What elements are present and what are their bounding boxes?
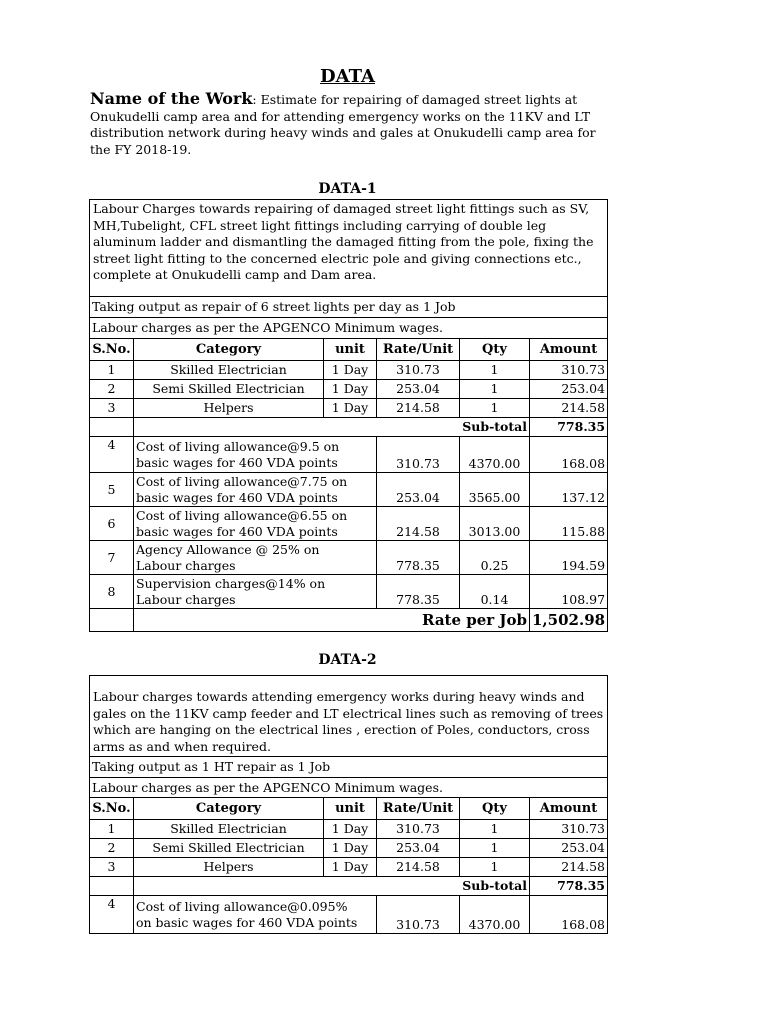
cell-description <box>134 541 377 575</box>
cell-description <box>134 896 377 934</box>
cell-sno: 2 <box>90 380 134 399</box>
cell-sno: 4 <box>90 896 134 934</box>
cell-amount: 108.97 <box>530 575 608 609</box>
col-category: Category <box>134 339 324 361</box>
cell-unit: 1 Day <box>324 380 377 399</box>
cell-amount: 194.59 <box>530 541 608 575</box>
cell-qty: 1 <box>460 380 530 399</box>
table-row <box>90 399 608 418</box>
cell-unit: 1 Day <box>324 361 377 380</box>
desc-line-2: basic wages for 460 VDA points <box>136 523 338 539</box>
cell-rate: 310.73 <box>377 361 460 380</box>
cell-rate: 310.73 <box>377 437 460 473</box>
data2-description: Labour charges towards attending emergency works during heavy winds and gales on the 11KV camp feeder and LT electrical lines such as removing of trees which are hanging on the electrical lines , erection of Poles, conductors, cross arms as and when required. <box>90 676 608 757</box>
cell-category: Skilled Electrician <box>134 820 324 839</box>
table-row <box>90 507 608 541</box>
col-qty: Qty <box>460 339 530 361</box>
desc-line-1: Cost of living allowance@6.55 on <box>136 507 348 523</box>
cell-category: Semi Skilled Electrician <box>134 839 324 858</box>
cell-amount: 168.08 <box>530 437 608 473</box>
col-rate: Rate/Unit <box>377 798 460 820</box>
col-rate: Rate/Unit <box>377 339 460 361</box>
col-unit: unit <box>324 339 377 361</box>
cell-description <box>134 473 377 507</box>
cell-rate: 253.04 <box>377 380 460 399</box>
cell-qty: 4370.00 <box>460 437 530 473</box>
table-row <box>90 839 608 858</box>
cell-sno: 6 <box>90 507 134 541</box>
cell-amount: 253.04 <box>530 380 608 399</box>
cell-qty: 1 <box>460 820 530 839</box>
col-qty: Qty <box>460 798 530 820</box>
cell-rate: 214.58 <box>377 507 460 541</box>
work-description <box>90 91 610 158</box>
cell-rate: 310.73 <box>377 896 460 934</box>
subtotal-row <box>90 877 608 896</box>
desc-line-1: Agency Allowance @ 25% on <box>136 541 320 557</box>
cell-sno: 2 <box>90 839 134 858</box>
col-sno: S.No. <box>90 339 134 361</box>
cell-rate: 778.35 <box>377 575 460 609</box>
desc-line-1: Cost of living allowance@9.5 on <box>136 438 340 454</box>
cell-sno: 7 <box>90 541 134 575</box>
data2-wage-note: Labour charges as per the APGENCO Minimum wages. <box>90 778 608 798</box>
cell-amount: 115.88 <box>530 507 608 541</box>
col-category: Category <box>134 798 324 820</box>
table-row <box>90 858 608 877</box>
desc-line-2: on basic wages for 460 VDA points <box>136 914 358 930</box>
cell-amount: 253.04 <box>530 839 608 858</box>
desc-line-2: basic wages for 460 VDA points <box>136 454 338 470</box>
cell-qty: 3013.00 <box>460 507 530 541</box>
table-row <box>90 380 608 399</box>
cell-qty: 1 <box>460 858 530 877</box>
cell-qty: 4370.00 <box>460 896 530 934</box>
blank-cell <box>90 418 134 437</box>
cell-category: Helpers <box>134 399 324 418</box>
cell-rate: 214.58 <box>377 858 460 877</box>
work-name-text: : Estimate for repairing of damaged street lights at Onukudelli camp area and for attending emergency works on the 11KV and LT distribution network during heavy winds and gales at Onukudelli camp area for the FY 2018-19. <box>90 92 596 157</box>
data1-wage-note: Labour charges as per the APGENCO Minimum wages. <box>90 318 608 339</box>
cell-sno: 4 <box>90 437 134 473</box>
cell-qty: 3565.00 <box>460 473 530 507</box>
data2-output-note: Taking output as 1 HT repair as 1 Job <box>90 757 608 778</box>
cell-unit: 1 Day <box>324 858 377 877</box>
data1-header-row <box>90 339 608 361</box>
cell-sno: 3 <box>90 858 134 877</box>
col-amount: Amount <box>530 339 608 361</box>
cell-qty: 0.14 <box>460 575 530 609</box>
cell-rate: 214.58 <box>377 399 460 418</box>
cell-sno: 1 <box>90 361 134 380</box>
cell-description <box>134 507 377 541</box>
cell-description <box>134 575 377 609</box>
cell-category: Helpers <box>134 858 324 877</box>
data1-output-note: Taking output as repair of 6 street lights per day as 1 Job <box>90 297 608 318</box>
table-row <box>90 437 608 473</box>
cell-qty: 1 <box>460 399 530 418</box>
table-row <box>90 575 608 609</box>
subtotal-row <box>90 418 608 437</box>
blank-cell <box>90 877 134 896</box>
table-row <box>90 361 608 380</box>
subtotal-value: 778.35 <box>530 877 608 896</box>
rate-per-job-label: Rate per Job <box>134 609 530 632</box>
cell-rate: 253.04 <box>377 473 460 507</box>
col-amount: Amount <box>530 798 608 820</box>
data1-heading: DATA-1 <box>318 181 377 197</box>
cell-sno: 3 <box>90 399 134 418</box>
col-unit: unit <box>324 798 377 820</box>
cell-sno: 5 <box>90 473 134 507</box>
rate-per-job-row <box>90 609 608 632</box>
subtotal-label: Sub-total <box>134 418 530 437</box>
cell-amount: 214.58 <box>530 399 608 418</box>
cell-amount: 310.73 <box>530 820 608 839</box>
rate-per-job-value: 1,502.98 <box>530 609 608 632</box>
data1-description: Labour Charges towards repairing of damaged street light fittings such as SV, MH,Tubelight, CFL street light fittings including carrying of double leg aluminum ladder and dismantling the damaged fitting from the pole, fixing the street light fitting to the concerned electric pole and giving connections etc., complete at Onukudelli camp and Dam area. <box>90 200 608 297</box>
cell-amount: 137.12 <box>530 473 608 507</box>
cell-rate: 310.73 <box>377 820 460 839</box>
desc-line-2: basic wages for 460 VDA points <box>136 489 338 505</box>
table-row <box>90 473 608 507</box>
desc-line-2: Labour charges <box>136 557 236 573</box>
cell-rate: 253.04 <box>377 839 460 858</box>
data2-header-row <box>90 798 608 820</box>
table-row <box>90 820 608 839</box>
cell-sno: 8 <box>90 575 134 609</box>
table-row <box>90 896 608 934</box>
cell-rate: 778.35 <box>377 541 460 575</box>
cell-unit: 1 Day <box>324 399 377 418</box>
cell-qty: 1 <box>460 361 530 380</box>
cell-sno: 1 <box>90 820 134 839</box>
desc-line-1: Cost of living allowance@7.75 on <box>136 473 348 489</box>
blank-cell <box>90 609 134 632</box>
work-name-label: Name of the Work <box>90 89 253 108</box>
desc-line-1: Supervision charges@14% on <box>136 575 326 591</box>
cell-qty: 1 <box>460 839 530 858</box>
cell-amount: 214.58 <box>530 858 608 877</box>
document-title: DATA <box>320 66 375 87</box>
cell-amount: 168.08 <box>530 896 608 934</box>
table-row <box>90 541 608 575</box>
cell-qty: 0.25 <box>460 541 530 575</box>
desc-line-1: Cost of living allowance@0.095% <box>136 898 348 914</box>
cell-unit: 1 Day <box>324 839 377 858</box>
cell-category: Semi Skilled Electrician <box>134 380 324 399</box>
data2-heading: DATA-2 <box>318 652 377 668</box>
col-sno: S.No. <box>90 798 134 820</box>
data2-table <box>89 675 608 934</box>
cell-amount: 310.73 <box>530 361 608 380</box>
desc-line-2: Labour charges <box>136 591 236 607</box>
subtotal-label: Sub-total <box>134 877 530 896</box>
data1-table <box>89 199 608 632</box>
cell-category: Skilled Electrician <box>134 361 324 380</box>
cell-description <box>134 437 377 473</box>
cell-unit: 1 Day <box>324 820 377 839</box>
subtotal-value: 778.35 <box>530 418 608 437</box>
